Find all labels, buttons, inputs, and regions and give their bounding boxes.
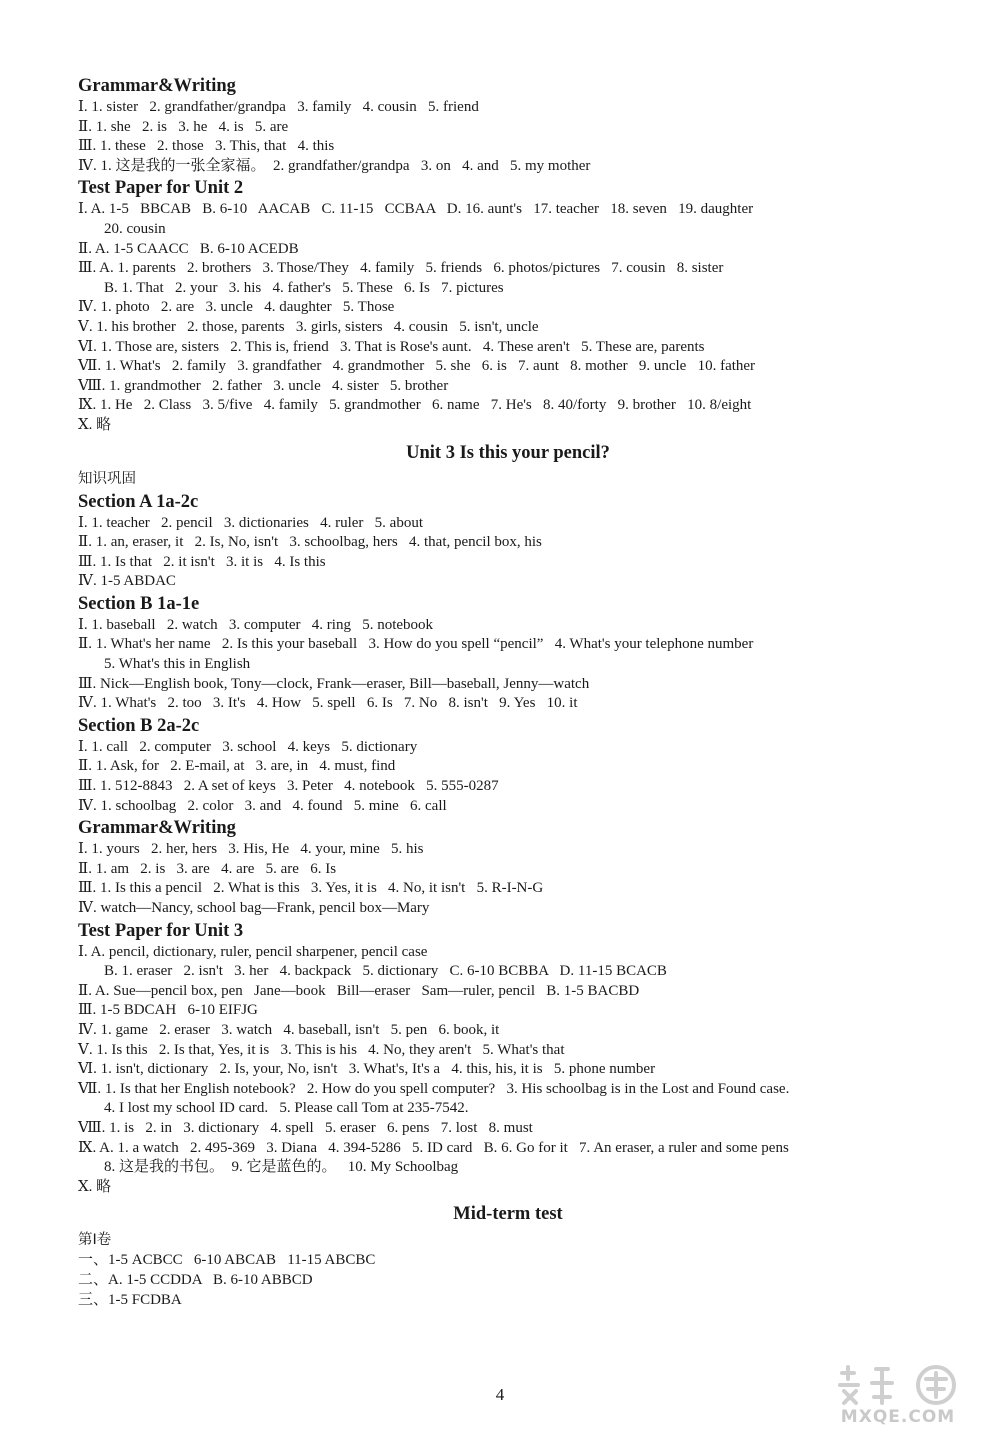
answer-line: Ⅷ. 1. grandmother 2. father 3. uncle 4. sister 5. brother bbox=[78, 377, 449, 394]
answer-line: Ⅳ. 1. 这是我的一张全家福。 2. grandfather/grandpa 3. on 4. and 5. my mother bbox=[78, 157, 591, 174]
answer-line: Ⅴ. 1. Is this 2. Is that, Yes, it is 3. This is his 4. No, they aren't 5. What's that bbox=[78, 1041, 565, 1058]
answer-line: Ⅹ. 略 bbox=[78, 1178, 112, 1195]
answer-line: 8. 这是我的书包。 9. 它是蓝色的。 10. My Schoolbag bbox=[104, 1159, 459, 1176]
answer-line: Ⅶ. 1. Is that her English notebook? 2. How do you spell computer? 3. His schoolbag is in the Lost and Found case. bbox=[78, 1080, 790, 1097]
answer-line: Ⅸ. A. 1. a watch 2. 495-369 3. Diana 4. 394-5286 5. ID card B. 6. Go for it 7. An eraser, a ruler and some pens bbox=[78, 1139, 789, 1156]
answer-line: Ⅴ. 1. his brother 2. those, parents 3. girls, sisters 4. cousin 5. isn't, uncle bbox=[78, 318, 539, 335]
answer-line: Ⅲ. 1-5 BDCAH 6-10 EIFJG bbox=[78, 1002, 258, 1019]
answer-line: Ⅱ. 1. am 2. is 3. are 4. are 5. are 6. Is bbox=[78, 860, 337, 877]
answer-line: 4. I lost my school ID card. 5. Please call Tom at 235-7542. bbox=[104, 1100, 469, 1117]
section-heading: Test Paper for Unit 3 bbox=[78, 920, 244, 941]
section-heading: Section A 1a-2c bbox=[78, 491, 199, 512]
answer-line: Ⅵ. 1. isn't, dictionary 2. Is, your, No, isn't 3. What's, It's a 4. this, his, it is 5. phone number bbox=[78, 1061, 656, 1078]
answer-line: 三、1-5 FCDBA bbox=[78, 1291, 182, 1308]
answer-line: 5. What's this in English bbox=[104, 656, 251, 673]
answer-line: Ⅳ. 1. photo 2. are 3. uncle 4. daughter 5. Those bbox=[78, 299, 395, 316]
answer-line: Ⅲ. 1. these 2. those 3. This, that 4. this bbox=[78, 138, 335, 155]
answer-line: Ⅰ. A. 1-5 BBCAB B. 6-10 AACAB C. 11-15 CCBAA D. 16. aunt's 17. teacher 18. seven 19. daughter bbox=[78, 201, 754, 218]
answer-line: Ⅱ. 1. she 2. is 3. he 4. is 5. are bbox=[78, 118, 289, 135]
watermark bbox=[810, 1363, 986, 1429]
answer-line: Ⅲ. Nick—English book, Tony—clock, Frank—eraser, Bill—baseball, Jenny—watch bbox=[78, 675, 590, 692]
section-heading: Grammar&Writing bbox=[78, 818, 236, 839]
answer-line: Ⅳ. 1-5 ABDAC bbox=[78, 573, 176, 590]
section-heading: Section B 1a-1e bbox=[78, 593, 200, 614]
answer-line: Ⅰ. 1. baseball 2. watch 3. computer 4. ring 5. notebook bbox=[78, 616, 434, 633]
answer-line: Ⅰ. A. pencil, dictionary, ruler, pencil sharpener, pencil case bbox=[78, 943, 428, 960]
answer-line: Ⅱ. 1. an, eraser, it 2. Is, No, isn't 3. schoolbag, hers 4. that, pencil box, his bbox=[78, 534, 542, 551]
unit-title: Mid-term test bbox=[453, 1204, 563, 1225]
answer-line: Ⅱ. A. 1-5 CAACC B. 6-10 ACEDB bbox=[78, 240, 299, 257]
answer-line: Ⅰ. 1. sister 2. grandfather/grandpa 3. family 4. cousin 5. friend bbox=[78, 99, 479, 115]
answer-line: Ⅳ. watch—Nancy, school bag—Frank, pencil box—Mary bbox=[78, 900, 430, 916]
answer-line: Ⅳ. 1. What's 2. too 3. It's 4. How 5. spell 6. Is 7. No 8. isn't 9. Yes 10. it bbox=[78, 695, 578, 712]
answer-line: 20. cousin bbox=[104, 220, 166, 237]
answer-line: Ⅲ. 1. Is that 2. it isn't 3. it is 4. Is this bbox=[78, 553, 326, 570]
answer-line: Ⅲ. 1. 512-8843 2. A set of keys 3. Peter 4. notebook 5. 555-0287 bbox=[78, 778, 499, 795]
answer-line: 二、A. 1-5 CCDDA B. 6-10 ABBCD bbox=[78, 1271, 313, 1288]
answer-line: Ⅰ. 1. yours 2. her, hers 3. His, He 4. your, mine 5. his bbox=[78, 841, 424, 858]
section-heading: Test Paper for Unit 2 bbox=[78, 178, 244, 199]
answer-line: Ⅱ. 1. Ask, for 2. E-mail, at 3. are, in 4. must, find bbox=[78, 758, 396, 775]
section-heading: Section B 2a-2c bbox=[78, 715, 200, 736]
subsection-label: 知识巩固 bbox=[78, 470, 136, 487]
section-heading: Grammar&Writing bbox=[78, 76, 236, 96]
answer-line: Ⅲ. 1. Is this a pencil 2. What is this 3. Yes, it is 4. No, it isn't 5. R-I-N-G bbox=[78, 880, 544, 897]
answer-line: Ⅳ. 1. game 2. eraser 3. watch 4. baseball, isn't 5. pen 6. book, it bbox=[78, 1021, 500, 1038]
answer-line: Ⅵ. 1. Those are, sisters 2. This is, friend 3. That is Rose's aunt. 4. These aren't 5. These are, parents bbox=[78, 338, 705, 355]
answer-line: Ⅰ. 1. call 2. computer 3. school 4. keys 5. dictionary bbox=[78, 738, 418, 755]
answer-line: Ⅱ. A. Sue—pencil box, pen Jane—book Bill—eraser Sam—ruler, pencil B. 1-5 BACBD bbox=[78, 982, 640, 999]
answer-line: Ⅷ. 1. is 2. in 3. dictionary 4. spell 5. eraser 6. pens 7. lost 8. must bbox=[78, 1119, 533, 1136]
watermark-text: MXQE.COM bbox=[840, 1407, 956, 1427]
answer-line: Ⅸ. 1. He 2. Class 3. 5/five 4. family 5. grandmother 6. name 7. He's 8. 40/forty 9. brother 10. 8/eight bbox=[78, 397, 752, 414]
answer-line: Ⅲ. A. 1. parents 2. brothers 3. Those/They 4. family 5. friends 6. photos/pictures 7. cousin 8. sister bbox=[78, 260, 724, 277]
answer-line: B. 1. eraser 2. isn't 3. her 4. backpack 5. dictionary C. 6-10 BCBBA D. 11-15 BCACB bbox=[104, 963, 667, 980]
answer-line: 一、1-5 ACBCC 6-10 ABCAB 11-15 ABCBC bbox=[78, 1252, 376, 1269]
subsection-label: 第Ⅰ卷 bbox=[78, 1232, 112, 1249]
unit-title: Unit 3 Is this your pencil? bbox=[406, 442, 610, 463]
answer-logo-icon bbox=[836, 1363, 964, 1407]
answer-line: B. 1. That 2. your 3. his 4. father's 5. These 6. Is 7. pictures bbox=[104, 279, 504, 296]
answer-line: Ⅱ. 1. What's her name 2. Is this your baseball 3. How do you spell “pencil” 4. What's your telephone number bbox=[78, 636, 754, 653]
answer-line: Ⅳ. 1. schoolbag 2. color 3. and 4. found 5. mine 6. call bbox=[78, 797, 447, 814]
answer-key-page bbox=[78, 74, 938, 1310]
answer-line: Ⅹ. 略 bbox=[78, 416, 112, 433]
answer-line: Ⅰ. 1. teacher 2. pencil 3. dictionaries 4. ruler 5. about bbox=[78, 514, 423, 531]
answer-line: Ⅶ. 1. What's 2. family 3. grandfather 4. grandmother 5. she 6. is 7. aunt 8. mother 9. uncle 10. father bbox=[78, 358, 756, 375]
page-number: 4 bbox=[495, 1385, 505, 1404]
